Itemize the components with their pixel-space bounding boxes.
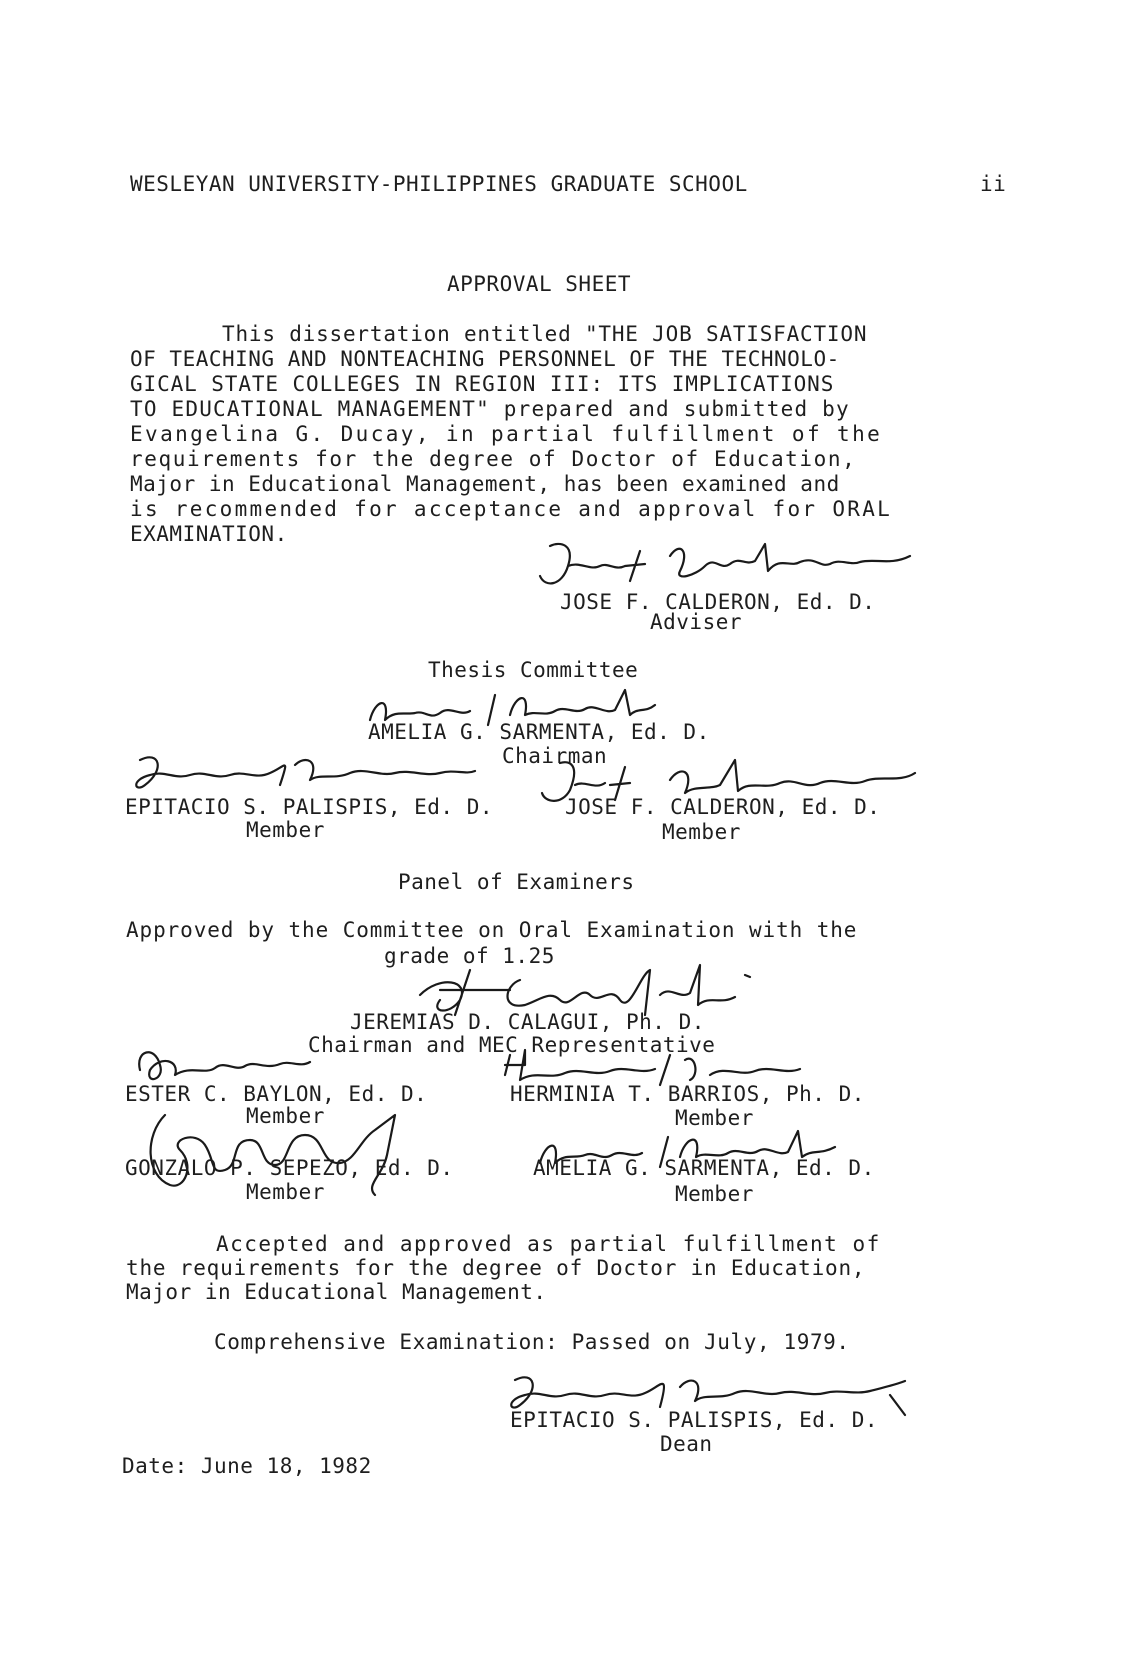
body-line-5: Evangelina G. Ducay, in partial fulfillment of the: [130, 422, 883, 446]
body-line-6: requirements for the degree of Doctor of Education,: [130, 447, 857, 471]
thesis-member-2-role: Member: [662, 820, 741, 844]
acceptance-line-1: Accepted and approved as partial fulfillment of: [216, 1232, 881, 1256]
panel-chairman-role: Chairman and MEC Representative: [308, 1033, 716, 1057]
panel-approval-line-1: Approved by the Committee on Oral Examination with the: [126, 918, 858, 942]
panel-member-2-name: HERMINIA T. BARRIOS, Ph. D.: [510, 1082, 865, 1106]
thesis-member-1-role: Member: [246, 818, 325, 842]
institution-header: WESLEYAN UNIVERSITY-PHILIPPINES GRADUATE SCHOOL: [130, 172, 748, 196]
body-line-7: Major in Educational Management, has been examined and: [130, 472, 840, 496]
body-line-8: is recommended for acceptance and approval for ORAL: [130, 497, 893, 521]
dean-role: Dean: [660, 1432, 713, 1456]
body-line-1: This dissertation entitled "THE JOB SATISFACTION: [222, 322, 868, 346]
panel-approval-line-2: grade of 1.25: [384, 944, 555, 968]
acceptance-line-2: the requirements for the degree of Doctor in Education,: [126, 1256, 866, 1280]
thesis-chairman-role: Chairman: [502, 744, 608, 768]
thesis-member-1-name: EPITACIO S. PALISPIS, Ed. D.: [125, 795, 494, 819]
page-number: ii: [980, 172, 1007, 196]
panel-member-4-role: Member: [675, 1182, 754, 1206]
panel-member-2-role: Member: [675, 1106, 754, 1130]
acceptance-line-3: Major in Educational Management.: [126, 1280, 547, 1304]
panel-chairman-name: JEREMIAS D. CALAGUI, Ph. D.: [350, 1010, 705, 1034]
panel-member-1-name: ESTER C. BAYLON, Ed. D.: [125, 1082, 428, 1106]
body-line-9: EXAMINATION.: [130, 522, 288, 546]
dean-name: EPITACIO S. PALISPIS, Ed. D.: [510, 1408, 879, 1432]
panel-member-1-role: Member: [246, 1104, 325, 1128]
comprehensive-exam-line: Comprehensive Examination: Passed on July, 1979.: [214, 1330, 850, 1354]
thesis-committee-heading: Thesis Committee: [428, 658, 639, 682]
adviser-role: Adviser: [650, 610, 743, 634]
adviser-name: JOSE F. CALDERON, Ed. D.: [560, 590, 876, 614]
thesis-chairman-name: AMELIA G. SARMENTA, Ed. D.: [368, 720, 710, 744]
body-line-4: TO EDUCATIONAL MANAGEMENT" prepared and submitted by: [130, 397, 850, 421]
signature-palispis-member: [120, 745, 480, 800]
body-line-3: GICAL STATE COLLEGES IN REGION III: ITS IMPLICATIONS: [130, 372, 835, 396]
panel-heading: Panel of Examiners: [398, 870, 635, 894]
panel-member-3-role: Member: [246, 1180, 325, 1204]
document-date: Date: June 18, 1982: [122, 1454, 372, 1478]
thesis-member-2-name: JOSE F. CALDERON, Ed. D.: [565, 795, 881, 819]
panel-member-4-name: AMELIA G. SARMENTA, Ed. D.: [533, 1156, 875, 1180]
signature-calderon-adviser: [530, 536, 920, 596]
document-title: APPROVAL SHEET: [447, 272, 632, 296]
panel-member-3-name: GONZALO P. SEPEZO, Ed. D.: [125, 1156, 454, 1180]
body-line-2: OF TEACHING AND NONTEACHING PERSONNEL OF THE TECHNOLO-: [130, 347, 840, 371]
